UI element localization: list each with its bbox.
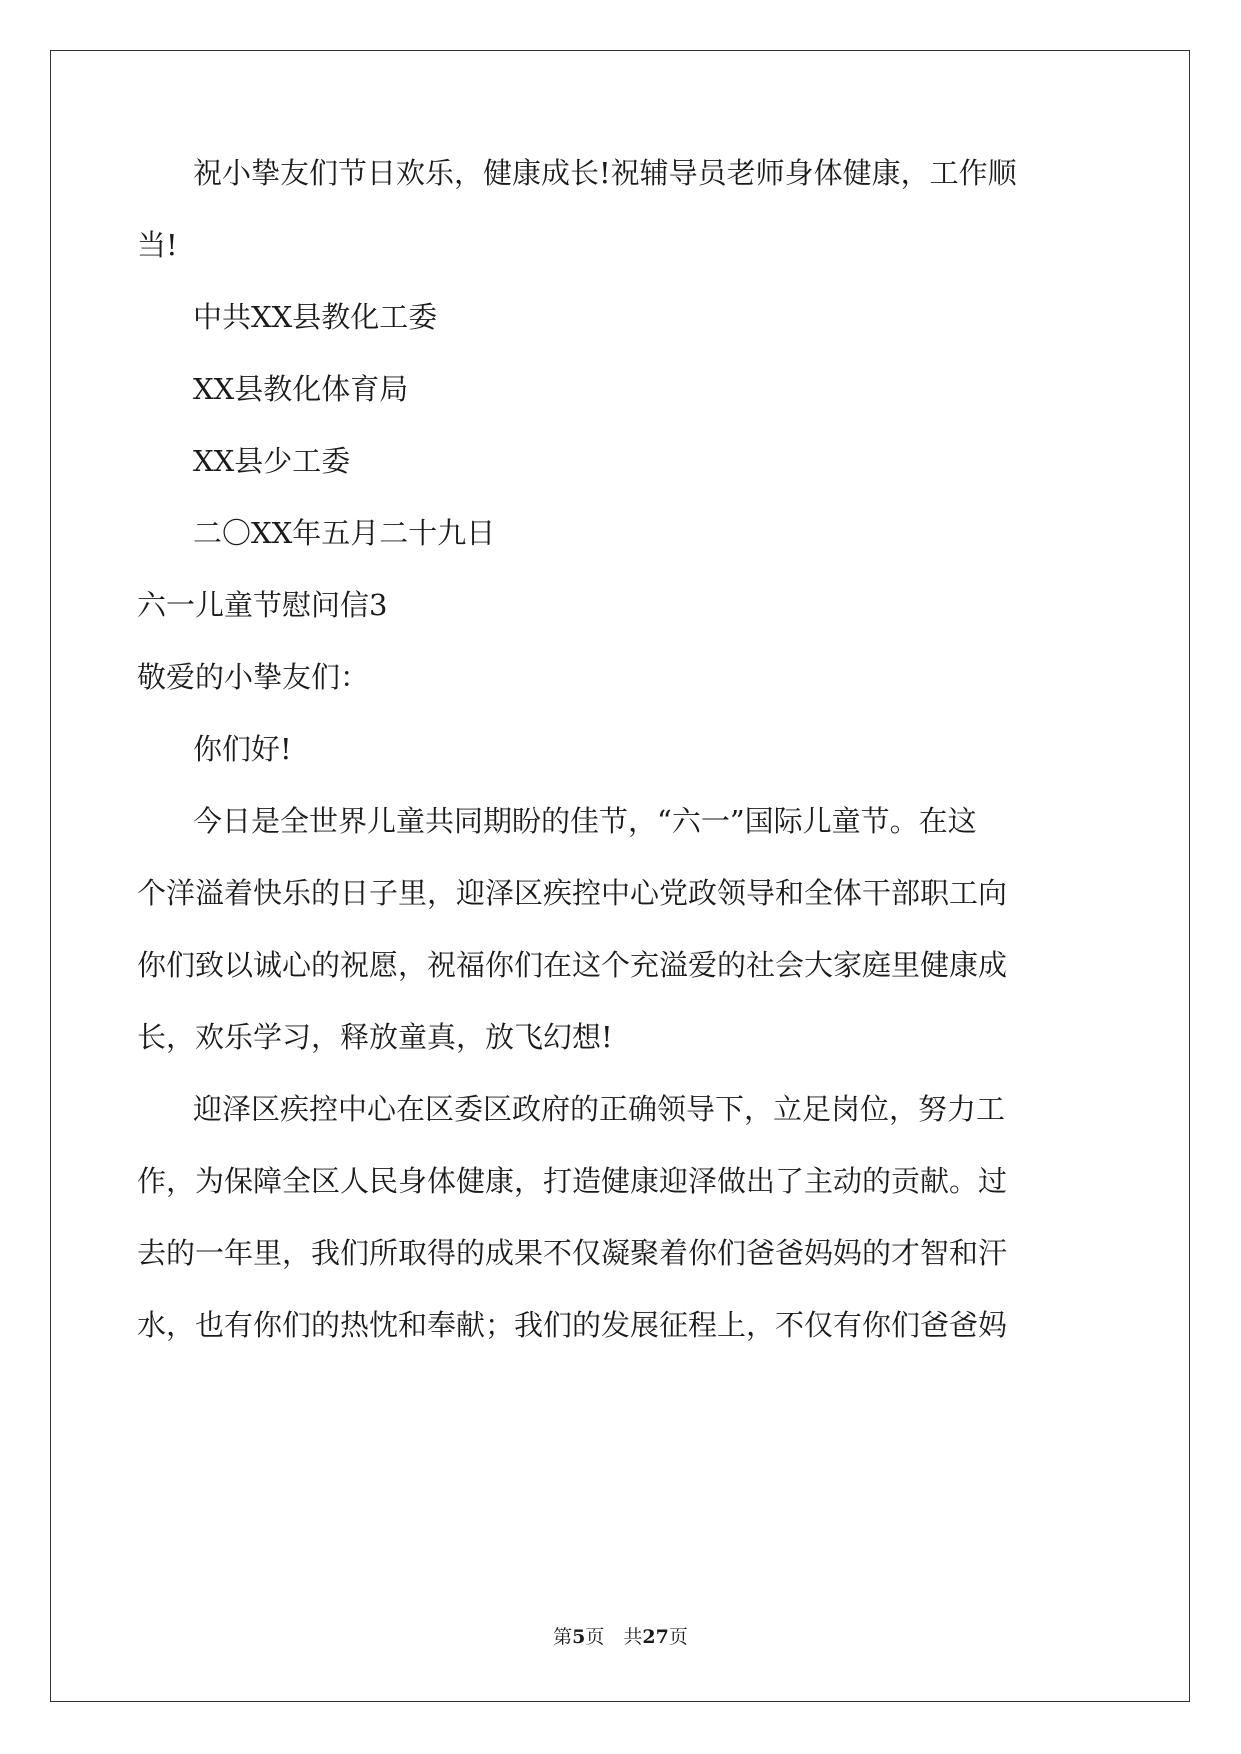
paragraph-line: 水，也有你们的热忱和奉献；我们的发展征程上，不仅有你们爸爸妈 bbox=[137, 1308, 1008, 1342]
paragraph-line: 去的一年里，我们所取得的成果不仅凝聚着你们爸爸妈妈的才智和汗 bbox=[137, 1236, 1008, 1270]
current-page-number: 5 bbox=[572, 1626, 586, 1648]
footer-suffix: 页 bbox=[668, 1626, 688, 1648]
paragraph-line: 今日是全世界儿童共同期盼的佳节，“六一”国际儿童节。在这 bbox=[193, 804, 977, 838]
paragraph-line: 迎泽区疾控中心在区委区政府的正确领导下，立足岗位，努力工 bbox=[193, 1092, 1006, 1126]
paragraph-line: 祝小挚友们节日欢乐，健康成长!祝辅导员老师身体健康，工作顺 bbox=[193, 156, 1017, 190]
signature-line: XX县教化体育局 bbox=[193, 372, 409, 406]
paragraph-line: 个洋溢着快乐的日子里，迎泽区疾控中心党政领导和全体干部职工向 bbox=[137, 876, 1008, 910]
paragraph-line: 当! bbox=[137, 228, 178, 262]
paragraph-line: 作，为保障全区人民身体健康，打造健康迎泽做出了主动的贡献。过 bbox=[137, 1164, 1008, 1198]
date-line: 二〇XX年五月二十九日 bbox=[193, 516, 496, 550]
footer-mid: 页 共 bbox=[585, 1626, 643, 1648]
paragraph-line: 你们致以诚心的祝愿，祝福你们在这个充溢爱的社会大家庭里健康成 bbox=[137, 948, 1008, 982]
signature-line: XX县少工委 bbox=[193, 444, 351, 478]
signature-line: 中共XX县教化工委 bbox=[193, 300, 438, 334]
section-heading: 六一儿童节慰问信3 bbox=[137, 588, 388, 622]
footer-prefix: 第 bbox=[553, 1626, 573, 1648]
salutation: 敬爱的小挚友们： bbox=[137, 660, 370, 694]
total-page-number: 27 bbox=[642, 1626, 669, 1648]
greeting: 你们好! bbox=[193, 732, 292, 766]
page-footer bbox=[0, 1625, 1241, 1649]
paragraph-line: 长，欢乐学习，释放童真，放飞幻想! bbox=[137, 1020, 613, 1054]
